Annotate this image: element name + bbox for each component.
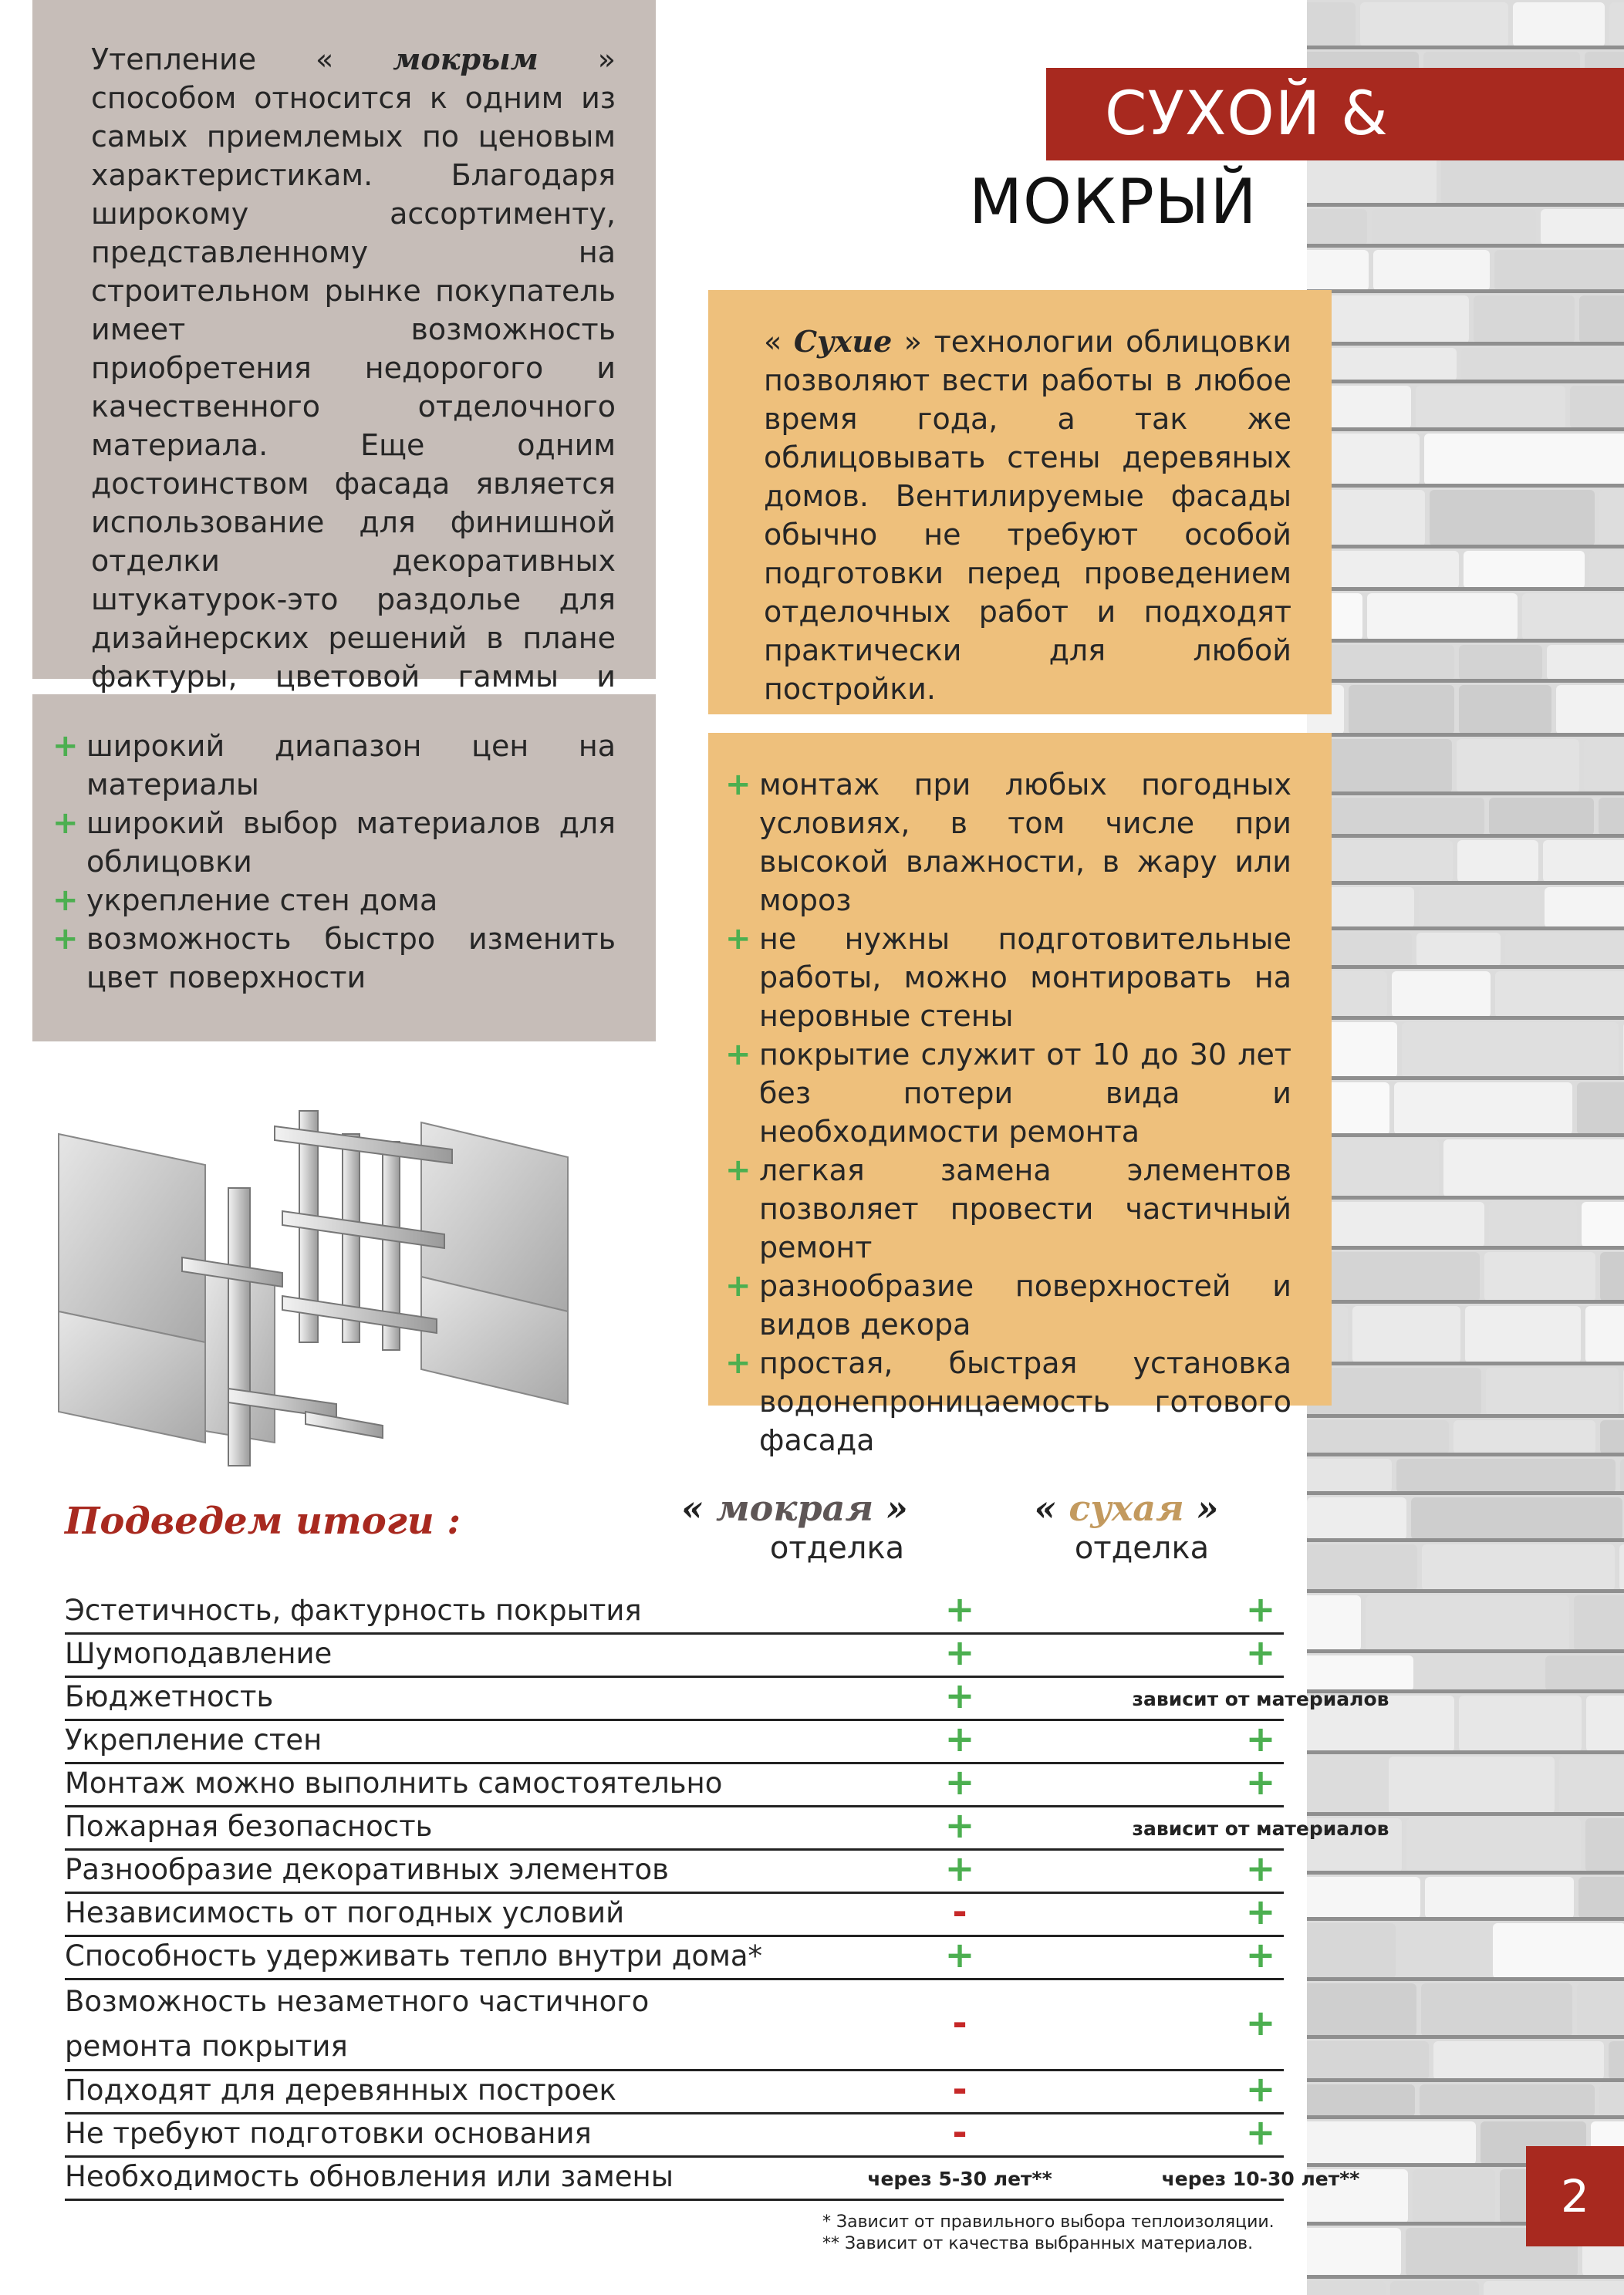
stone-joint: [1307, 1300, 1624, 1304]
stone-brick: [1474, 295, 1575, 343]
dry-intro-text: [764, 322, 1291, 708]
stone-brick: [1609, 2041, 1624, 2080]
dry-value: +: [1245, 1588, 1276, 1630]
stone-brick: [1513, 2, 1605, 47]
stone-brick: [1307, 250, 1369, 291]
stone-brick: [1453, 1420, 1595, 1454]
stone-brick: [1543, 840, 1624, 883]
stone-brick: [1457, 739, 1579, 793]
stone-brick: [1559, 1757, 1624, 1814]
stone-brick: [1570, 386, 1624, 429]
stone-brick: [1392, 971, 1491, 1018]
list-item: [52, 727, 616, 804]
stone-brick: [1599, 490, 1624, 546]
stone-brick: [1586, 1696, 1624, 1752]
list-item: [725, 920, 1291, 1035]
wet-value: +: [944, 1804, 975, 1846]
list-item: [725, 765, 1291, 920]
stone-brick: [1390, 2281, 1479, 2295]
row-label: Необходимость обновления или замены: [65, 2160, 674, 2193]
stone-brick: [1577, 1983, 1624, 2037]
stone-brick: [1578, 1877, 1624, 1919]
dry-intro-before: «: [764, 325, 794, 359]
table-row: [65, 1979, 1284, 2071]
list-item-text: укрепление стен дома: [86, 883, 438, 917]
stone-brick: [1307, 1497, 1406, 1540]
dry-pros-panel: [708, 733, 1332, 1457]
wet-intro-panel: [32, 0, 656, 694]
stone-joint: [1307, 733, 1624, 737]
stone-brick: [1585, 1818, 1624, 1872]
stone-joint: [1307, 587, 1624, 591]
stone-brick: [1416, 933, 1501, 967]
column-header-dry: [995, 1487, 1258, 1568]
stone-brick: [1620, 1459, 1624, 1493]
stone-joint: [1307, 1196, 1624, 1200]
wet-pros-list: [52, 727, 616, 997]
row-label: Независимость от погодных условий: [65, 1896, 625, 1929]
row-label: Бюджетность: [65, 1680, 274, 1713]
wet-value: -: [952, 2068, 967, 2110]
list-item-text: простая, быстрая установка водонепроницаемость готового фасада: [759, 1346, 1291, 1457]
table-row: [65, 2069, 1284, 2114]
dry-value: +: [1245, 1761, 1276, 1803]
stone-joint: [1307, 1812, 1624, 1816]
row-label: Шумоподавление: [65, 1637, 333, 1670]
quote-open: «: [1034, 1487, 1069, 1529]
plus-icon: +: [52, 921, 79, 957]
stone-brick: [1600, 1252, 1624, 1301]
stone-brick: [1486, 1368, 1619, 1416]
wet-value: +: [944, 1934, 975, 1976]
row-label: Не требуют подготовки основания: [65, 2117, 592, 2150]
wet-value: -: [952, 2002, 967, 2044]
stone-brick: [1372, 209, 1536, 245]
dry-value: +: [1245, 1934, 1276, 1976]
stone-brick: [1307, 1459, 1392, 1493]
plus-icon: +: [725, 921, 751, 957]
stone-brick: [1599, 798, 1624, 835]
title-line-1: СУХОЙ &: [1105, 79, 1389, 149]
row-label: Эстетичность, фактурность покрытия: [65, 1594, 642, 1627]
plus-icon: +: [725, 1268, 751, 1304]
list-item-text: разнообразие поверхностей и видов декора: [759, 1269, 1291, 1342]
stone-brick: [1584, 739, 1624, 793]
list-item-text: легкая замена элементов позволяет провести частичный ремонт: [759, 1153, 1291, 1264]
stone-brick: [1307, 209, 1367, 245]
table-row: [65, 1589, 1284, 1635]
wet-value: -: [952, 2111, 967, 2153]
stone-joint: [1307, 545, 1624, 548]
stone-brick: [1360, 2, 1508, 47]
list-item: [52, 920, 616, 997]
list-item-text: широкий диапазон цен на материалы: [86, 729, 616, 802]
stone-joint: [1307, 1453, 1624, 1456]
list-item-text: не нужны подготовительные работы, можно монтировать на неровные стены: [759, 922, 1291, 1033]
stone-joint: [1307, 427, 1624, 431]
stone-brick: [1494, 250, 1624, 291]
row-label: Возможность незаметного частичного ремонта покрытия: [65, 1985, 650, 2063]
stone-brick: [1349, 685, 1454, 734]
plus-icon: +: [52, 805, 79, 841]
table-row: [65, 1675, 1389, 1721]
plus-icon: +: [725, 1037, 751, 1072]
stone-brick: [1541, 209, 1624, 245]
stone-brick: [1579, 295, 1624, 343]
summary-title: Подведем итоги :: [65, 1500, 461, 1543]
wet-value: +: [944, 1761, 975, 1803]
list-item-text: широкий выбор материалов для облицовки: [86, 806, 616, 879]
stone-brick: [1396, 1459, 1616, 1493]
row-label: Укрепление стен: [65, 1723, 322, 1757]
list-item: [52, 881, 616, 920]
stone-brick: [1422, 1544, 1615, 1591]
wet-pros-panel: [32, 694, 656, 1041]
stone-joint: [1307, 203, 1624, 207]
table-row: [65, 1935, 1284, 1980]
list-item: [52, 804, 616, 881]
quote-open: «: [681, 1487, 716, 1529]
stone-brick: [1465, 1306, 1581, 1363]
stone-brick: [1424, 434, 1624, 485]
row-label: Монтаж можно выполнить самостоятельно: [65, 1767, 723, 1800]
stone-joint: [1307, 679, 1624, 683]
table-row: [65, 2112, 1284, 2158]
row-label: Подходят для деревянных построек: [65, 2074, 616, 2107]
wet-intro-after: » способом относится к одним из самых приемлемых по ценовым характеристикам. Благодаря широкому ассортименту, представленному на строительном рынке покупатель имеет возможность приобретения недорогого и качественного отделочного материала. Еще одним достоинством фасада является использование для финишной отделки декоративных штукатурок-это раздолье для дизайнерских решений в плане фактуры, цветовой гаммы и: [91, 42, 616, 694]
column-header-dry-sub: отделка: [1074, 1531, 1210, 1566]
column-header-wet-word: мокрая: [715, 1487, 874, 1529]
stone-brick: [1307, 1368, 1481, 1416]
stone-brick: [1589, 551, 1624, 589]
stone-joint: [1307, 1491, 1624, 1495]
quote-close: »: [873, 1487, 908, 1529]
stone-joint: [1307, 1977, 1624, 1981]
wet-intro-before: Утепление «: [91, 42, 393, 76]
stone-joint: [1307, 1414, 1624, 1418]
stone-brick: [1459, 1696, 1582, 1752]
plus-icon: +: [725, 1345, 751, 1381]
dry-pros-list: [725, 765, 1291, 1460]
stone-brick: [1459, 685, 1551, 734]
stone-brick: [1547, 645, 1624, 680]
dry-value: зависит от материалов: [1132, 1817, 1389, 1840]
stone-joint: [1307, 1538, 1624, 1542]
wet-value: +: [944, 1588, 975, 1630]
row-label: Способность удерживать тепло внутри дома*: [65, 1939, 763, 1973]
stone-brick: [1545, 1655, 1624, 1691]
wet-value: +: [944, 1718, 975, 1760]
stone-joint: [1307, 380, 1624, 383]
wet-intro-script-word: мокрым: [393, 42, 539, 76]
stone-brick: [1430, 490, 1595, 546]
wet-value: через 5-30 лет**: [867, 2168, 1052, 2190]
dry-value: +: [1245, 2002, 1276, 2044]
wet-value: +: [944, 1675, 975, 1716]
stone-brick: [1307, 798, 1484, 835]
stone-brick: [1484, 2281, 1624, 2295]
plus-icon: +: [725, 1153, 751, 1188]
stone-joint: [1307, 2275, 1624, 2279]
stone-joint: [1307, 965, 1624, 969]
stone-brick: [1394, 1082, 1572, 1135]
wet-value: +: [944, 1848, 975, 1889]
quote-close: »: [1183, 1487, 1219, 1529]
list-item: [725, 1035, 1291, 1151]
dry-value: через 10-30 лет**: [1161, 2168, 1360, 2190]
wet-value: +: [944, 1632, 975, 1673]
title-banner: [1046, 68, 1624, 160]
column-header-wet: [656, 1487, 934, 1568]
stone-brick: [1489, 798, 1594, 835]
stone-joint: [1307, 926, 1624, 930]
stone-brick: [1373, 250, 1490, 291]
stone-brick: [1574, 1595, 1624, 1651]
stone-joint: [1307, 342, 1624, 346]
stone-joint: [1307, 791, 1624, 795]
stone-brick: [1307, 1252, 1480, 1301]
stone-brick: [1577, 1082, 1624, 1135]
stone-brick: [1419, 887, 1540, 928]
table-row: [65, 2155, 1360, 2201]
facade-panel-illustration: [51, 1080, 591, 1481]
column-header-dry-title: [995, 1487, 1258, 1529]
stone-joint: [1307, 881, 1624, 885]
dry-value: +: [1245, 1718, 1276, 1760]
dry-value: +: [1245, 1891, 1276, 1932]
stone-brick: [1545, 887, 1624, 928]
dry-value: зависит от материалов: [1132, 1688, 1389, 1710]
stone-brick: [1367, 593, 1518, 640]
stone-brick: [1307, 2, 1356, 47]
stone-joint: [1307, 289, 1624, 293]
wet-intro-text: [91, 40, 616, 734]
dry-value: +: [1245, 2111, 1276, 2153]
dry-value: +: [1245, 2068, 1276, 2110]
stone-joint: [1307, 1016, 1624, 1020]
stone-joint: [1307, 1076, 1624, 1080]
stone-brick: [1416, 386, 1565, 429]
column-header-wet-title: [656, 1487, 934, 1529]
list-item: [725, 1344, 1291, 1460]
table-row: [65, 1848, 1284, 1894]
list-item: [725, 1267, 1291, 1344]
dry-intro-panel: [708, 290, 1332, 714]
stone-brick: [1585, 1306, 1624, 1363]
stone-brick: [1411, 1497, 1622, 1540]
dry-value: +: [1245, 1632, 1276, 1673]
stone-brick: [1307, 1544, 1417, 1591]
footnotes: [822, 2212, 1275, 2255]
dry-value: +: [1245, 1848, 1276, 1889]
stone-brick: [1307, 1420, 1449, 1454]
plus-icon: +: [52, 883, 79, 918]
stone-brick: [1505, 933, 1624, 967]
table-row: [65, 1762, 1284, 1807]
stone-joint: [1307, 1133, 1624, 1137]
table-row: [65, 1632, 1284, 1678]
stone-brick: [1307, 1202, 1484, 1247]
stone-brick: [1609, 2, 1624, 47]
dry-intro-after: » технологии облицовки позволяют вести работы в любое время года, а так же облицовывать стены деревяных домов. Вентилируемые фасады обычно не требуют особой подготовки перед проведением отделочных работ и подходят практически для любой постройки.: [764, 325, 1291, 706]
plus-icon: +: [725, 767, 751, 802]
wet-value: -: [952, 1891, 967, 1932]
stone-brick: [1582, 1202, 1624, 1247]
title-line-2: МОКРЫЙ: [969, 166, 1258, 238]
page-number: 2: [1526, 2146, 1624, 2246]
stone-brick: [1493, 1923, 1624, 1979]
list-item-text: покрытие служит от 10 до 30 лет без потери вида и необходимости ремонта: [759, 1038, 1291, 1149]
plus-icon: +: [52, 728, 79, 764]
stone-joint: [1307, 484, 1624, 488]
stone-brick: [1600, 1420, 1624, 1454]
table-row: [65, 1892, 1284, 1937]
list-item-text: монтаж при любых погодных условиях, в том числе при высокой влажности, в жару или мороз: [759, 768, 1291, 917]
stone-brick: [1457, 840, 1538, 883]
list-item-text: возможность быстро изменить цвет поверхности: [86, 922, 616, 994]
stone-brick: [1495, 971, 1624, 1018]
stone-brick: [1402, 1022, 1619, 1078]
stone-joint: [1307, 46, 1624, 49]
dry-intro-script-word: Сухие: [793, 324, 893, 359]
stone-brick: [1307, 2228, 1401, 2276]
stone-joint: [1307, 244, 1624, 248]
row-label: Разнообразие декоративных элементов: [65, 1853, 669, 1886]
stone-joint: [1307, 834, 1624, 838]
table-row: [65, 1804, 1389, 1851]
list-item: [725, 1151, 1291, 1267]
stone-brick: [1307, 2281, 1386, 2295]
footnote-2: ** Зависит от качества выбранных материалов.: [822, 2234, 1254, 2253]
column-header-dry-word: сухая: [1069, 1487, 1184, 1529]
stone-joint: [1307, 1362, 1624, 1365]
stone-brick: [1464, 551, 1585, 589]
stone-brick: [1599, 2084, 1624, 2117]
stone-brick: [1489, 1202, 1577, 1247]
stone-joint: [1307, 639, 1624, 643]
stone-joint: [1307, 1246, 1624, 1250]
column-header-wet-sub: отделка: [769, 1531, 905, 1566]
footnote-1: * Зависит от правильного выбора теплоизоляции.: [822, 2212, 1275, 2232]
stone-brick: [1484, 1252, 1595, 1301]
stone-brick: [1352, 1306, 1460, 1363]
stone-brick: [1443, 1139, 1624, 1197]
stone-brick: [1522, 593, 1624, 640]
stone-brick: [1556, 685, 1624, 734]
table-row: [65, 1719, 1284, 1764]
stone-brick: [1459, 645, 1542, 680]
row-label: Пожарная безопасность: [65, 1810, 433, 1843]
stone-brick: [1619, 1544, 1624, 1591]
stone-brick: [1461, 348, 1624, 381]
